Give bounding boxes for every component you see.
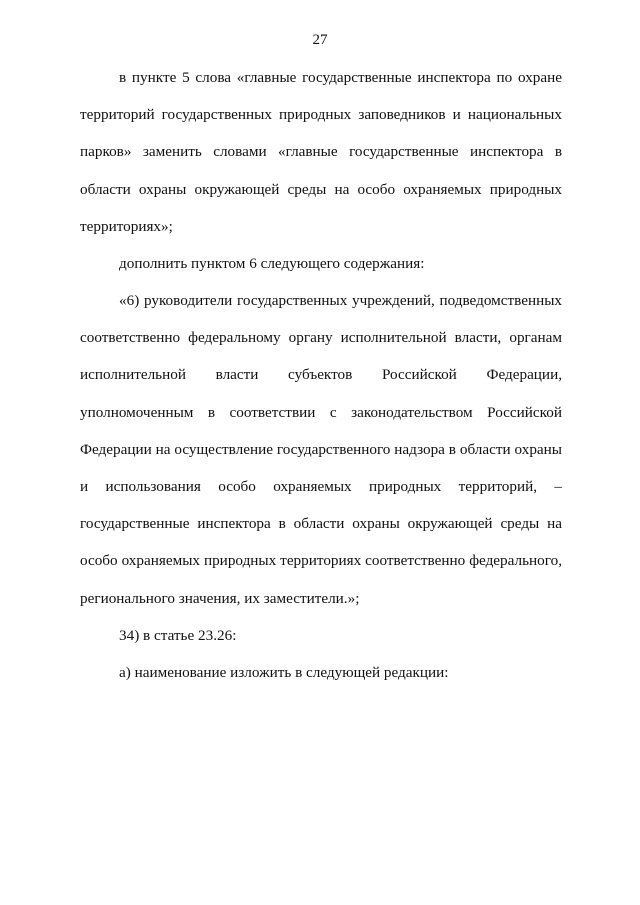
text-line: территориях»; [80,217,173,235]
text-line: 34) в статье 23.26: [119,627,237,644]
text-line: «6) руководители государственных учреждений, подведомственных [119,292,562,309]
text-line: уполномоченным в соответствии с законодательством Российской [80,403,562,421]
text-line: а) наименование изложить в следующей редакции: [119,664,449,681]
text-line: регионального значения, их заместители.»; [80,589,360,607]
text-line: государственные инспектора в области охраны окружающей среды на [80,515,562,533]
text-line: территорий государственных природных заповедников и национальных [80,106,562,124]
text-line: особо охраняемых природных территориях соответственно федерального, [80,552,562,570]
paragraph-article-23-26 [80,617,562,654]
paragraph-title-change [80,654,562,691]
text-line: соответственно федеральному органу исполнительной власти, органам [80,329,562,347]
text-line: парков» заменить словами «главные государственные инспектора в [80,143,562,161]
paragraph-point-6-text [80,282,562,617]
text-line: в пункте 5 слова «главные государственные инспектора по охране [119,69,562,86]
text-line: дополнить пунктом 6 следующего содержания: [119,255,425,272]
text-line: Федерации на осуществление государственного надзора в области охраны [80,440,562,458]
paragraph-amend-point-5 [80,59,562,245]
paragraph-add-point-6 [80,245,562,282]
page-number: 27 [312,32,328,48]
text-line: и использования особо охраняемых природных территорий, – [80,478,562,496]
text-line: области охраны окружающей среды на особо охраняемых природных [80,180,562,198]
text-line: исполнительной власти субъектов Российской Федерации, [80,366,562,384]
